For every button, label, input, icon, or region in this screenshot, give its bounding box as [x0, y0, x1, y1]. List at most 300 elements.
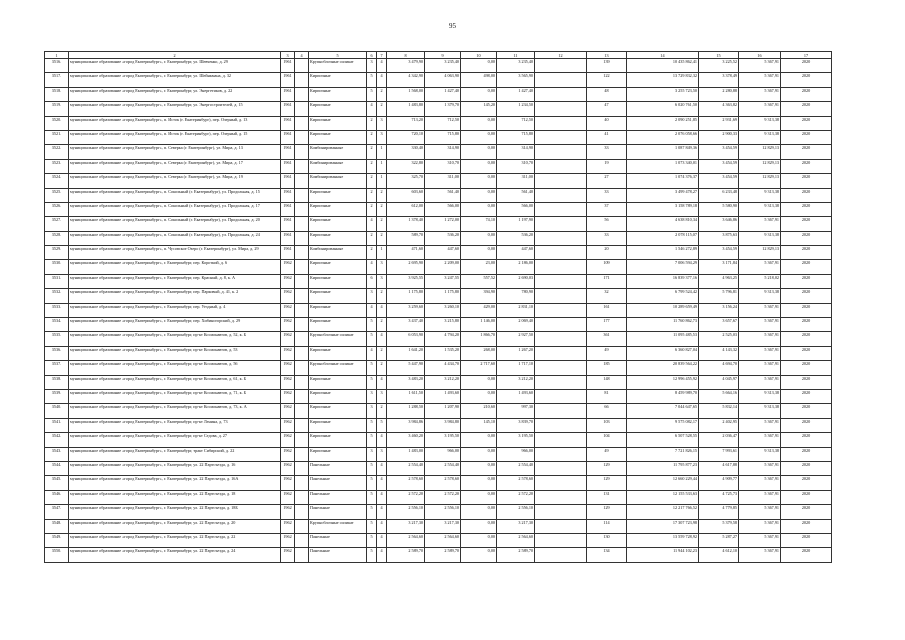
cost-per-sqm: 3 378,49 [699, 73, 739, 87]
entrances: 4 [377, 303, 387, 317]
blank-col-12 [535, 318, 587, 332]
floors: 5 [367, 548, 377, 562]
entrances: 2 [377, 404, 387, 418]
total-area: 1 483,80 [387, 102, 425, 116]
blank-cell [295, 303, 309, 317]
residents: 56 [587, 217, 627, 231]
repair-cost: 12 155 533,63 [627, 490, 699, 504]
blank-col-12 [535, 447, 587, 461]
entrances: 2 [377, 318, 387, 332]
repair-cost: 2 078 115,07 [627, 231, 699, 245]
entrances: 3 [377, 130, 387, 144]
total-area: 3 437,40 [387, 318, 425, 332]
area-non-residential: 0,00 [461, 231, 497, 245]
total-area: 1 641,20 [387, 346, 425, 360]
planned-year: 2020 [781, 519, 832, 533]
wall-material: Крупноблочные силикат [309, 59, 367, 73]
construction-year: 1961 [281, 59, 295, 73]
area-residential-owned: 311,00 [497, 174, 535, 188]
blank-col-12 [535, 116, 587, 130]
blank-cell [295, 519, 309, 533]
max-cost-per-sqm: 12 829,13 [739, 246, 781, 260]
table-row [45, 130, 832, 144]
blank-cell [295, 447, 309, 461]
area-non-residential: 145,10 [461, 418, 497, 432]
wall-material: Комбинированные [309, 246, 367, 260]
wall-material: Кирпичные [309, 188, 367, 202]
construction-year: 1962 [281, 461, 295, 475]
column-number: 12 [535, 52, 587, 59]
row-number: 3542. [45, 433, 69, 447]
planned-year: 2020 [781, 461, 832, 475]
repair-cost: 9 575 082,17 [627, 418, 699, 432]
column-number: 8 [387, 52, 425, 59]
cost-per-sqm: 5 580,90 [699, 202, 739, 216]
table-row [45, 332, 832, 346]
entrances: 4 [377, 433, 387, 447]
total-area: 4 342,90 [387, 73, 425, 87]
blank-col-12 [535, 461, 587, 475]
row-number: 3529. [45, 246, 69, 260]
row-number: 3548. [45, 519, 69, 533]
max-cost-per-sqm: 9 313,38 [739, 389, 781, 403]
planned-year: 2020 [781, 533, 832, 547]
residents: 114 [587, 519, 627, 533]
wall-material: Кирпичные [309, 217, 367, 231]
max-cost-per-sqm: 5 367,91 [739, 375, 781, 389]
residents: 139 [587, 59, 627, 73]
address: муниципальное образование «город Екатеринбург», п. Исток (г. Екатеринбург), пер. Озерный, д. 13 [69, 116, 281, 130]
row-number: 3538. [45, 375, 69, 389]
area-residential-owned: 310,70 [497, 159, 535, 173]
wall-material: Панельные [309, 461, 367, 475]
construction-year: 1962 [281, 346, 295, 360]
entrances: 4 [377, 519, 387, 533]
wall-material: Кирпичные [309, 116, 367, 130]
cost-per-sqm: 7 993,61 [699, 447, 739, 461]
total-area: 471,60 [387, 246, 425, 260]
cost-per-sqm: 4 779,85 [699, 505, 739, 519]
row-number: 3550. [45, 548, 69, 562]
page-number: 95 [449, 22, 456, 30]
cost-per-sqm: 3 646,86 [699, 217, 739, 231]
residents: 361 [587, 332, 627, 346]
column-number: 11 [497, 52, 535, 59]
row-number: 3536. [45, 346, 69, 360]
entrances: 4 [377, 461, 387, 475]
living-area: 1 379,70 [425, 102, 461, 116]
planned-year: 2020 [781, 102, 832, 116]
cost-per-sqm: 3 454,59 [699, 159, 739, 173]
cost-per-sqm: 3 454,59 [699, 246, 739, 260]
living-area: 447,60 [425, 246, 461, 260]
construction-year: 1961 [281, 87, 295, 101]
repair-cost: 2 076 058,66 [627, 130, 699, 144]
wall-material: Кирпичные [309, 102, 367, 116]
address: муниципальное образование «город Екатеринбург», п. Сокольный (г. Екатеринбург), ул. Продольная, д. 24 [69, 231, 281, 245]
row-number: 3541. [45, 418, 69, 432]
address: муниципальное образование «город Екатеринбург», г. Екатеринбург, ул. Шейнкмана, д. 32 [69, 73, 281, 87]
table-row [45, 533, 832, 547]
row-number: 3518. [45, 87, 69, 101]
area-residential-owned: 712,50 [497, 116, 535, 130]
address: муниципальное образование «город Екатеринбург», г. Екатеринбург, ул. Энергостроителей, д. 15 [69, 102, 281, 116]
entrances: 3 [377, 260, 387, 274]
area-residential-owned: 314,90 [497, 145, 535, 159]
table-row [45, 548, 832, 562]
cost-per-sqm: 4 694,70 [699, 361, 739, 375]
cost-per-sqm: 5 287,27 [699, 533, 739, 547]
total-area: 3 479,90 [387, 59, 425, 73]
living-area: 2 564,60 [425, 533, 461, 547]
row-number: 3524. [45, 174, 69, 188]
row-number: 3521. [45, 130, 69, 144]
cost-per-sqm: 2 900,33 [699, 130, 739, 144]
area-non-residential: 0,00 [461, 389, 497, 403]
cost-per-sqm: 2 931,69 [699, 116, 739, 130]
entrances: 3 [377, 389, 387, 403]
area-non-residential: 0,00 [461, 519, 497, 533]
residents: 134 [587, 548, 627, 562]
area-non-residential: 23,00 [461, 260, 497, 274]
entrances: 4 [377, 332, 387, 346]
blank-cell [295, 490, 309, 504]
repair-cost: 16 839 377,16 [627, 274, 699, 288]
construction-year: 1962 [281, 519, 295, 533]
housing-register-table [44, 51, 832, 563]
planned-year: 2020 [781, 346, 832, 360]
floors: 2 [367, 145, 377, 159]
residents: 47 [587, 102, 627, 116]
planned-year: 2020 [781, 188, 832, 202]
row-number: 3531. [45, 274, 69, 288]
area-non-residential: 394,90 [461, 289, 497, 303]
blank-cell [295, 346, 309, 360]
max-cost-per-sqm: 5 367,91 [739, 260, 781, 274]
area-non-residential: 498,00 [461, 73, 497, 87]
area-residential-owned: 2 589,70 [497, 548, 535, 562]
address: муниципальное образование «город Екатеринбург», г. Екатеринбург, пер. Короткий, д. 6 [69, 260, 281, 274]
planned-year: 2020 [781, 490, 832, 504]
entrances: 2 [377, 202, 387, 216]
repair-cost: 11 095 485,53 [627, 332, 699, 346]
blank-col-12 [535, 346, 587, 360]
blank-cell [295, 145, 309, 159]
max-cost-per-sqm: 9 313,38 [739, 116, 781, 130]
cost-per-sqm: 4 045,97 [699, 375, 739, 389]
cost-per-sqm: 2 402,95 [699, 418, 739, 432]
construction-year: 1961 [281, 246, 295, 260]
row-number: 3528. [45, 231, 69, 245]
area-residential-owned: 1 234,50 [497, 102, 535, 116]
cost-per-sqm: 3 454,59 [699, 174, 739, 188]
total-area: 3 984,86 [387, 418, 425, 432]
area-non-residential: 210,60 [461, 404, 497, 418]
area-non-residential: 0,00 [461, 548, 497, 562]
entrances: 2 [377, 346, 387, 360]
blank-col-12 [535, 533, 587, 547]
wall-material: Комбинированные [309, 174, 367, 188]
wall-material: Комбинированные [309, 145, 367, 159]
total-area: 330,40 [387, 145, 425, 159]
area-residential-owned: 715,80 [497, 130, 535, 144]
planned-year: 2020 [781, 159, 832, 173]
column-number: 1 [45, 52, 69, 59]
row-number: 3532. [45, 289, 69, 303]
blank-cell [295, 174, 309, 188]
column-number: 7 [377, 52, 387, 59]
table-row [45, 289, 832, 303]
max-cost-per-sqm: 5 367,91 [739, 361, 781, 375]
address: муниципальное образование «город Екатеринбург», г. Екатеринбург, ул. 22 Партсъезда, д. 18 [69, 490, 281, 504]
blank-cell [295, 73, 309, 87]
area-non-residential: 145,20 [461, 102, 497, 116]
max-cost-per-sqm: 9 313,38 [739, 202, 781, 216]
max-cost-per-sqm: 5 367,91 [739, 318, 781, 332]
total-area: 3 259,60 [387, 303, 425, 317]
living-area: 4 063,90 [425, 73, 461, 87]
construction-year: 1962 [281, 303, 295, 317]
total-area: 2 695,90 [387, 260, 425, 274]
table-row [45, 389, 832, 403]
wall-material: Кирпичные [309, 433, 367, 447]
residents: 131 [587, 490, 627, 504]
construction-year: 1962 [281, 433, 295, 447]
blank-cell [295, 548, 309, 562]
address: муниципальное образование «город Екатеринбург», г. Екатеринбург, ул. 22 Партсъезда, д. 18Б [69, 505, 281, 519]
residents: 185 [587, 361, 627, 375]
construction-year: 1962 [281, 447, 295, 461]
area-non-residential: 0,00 [461, 433, 497, 447]
column-number-row [45, 52, 832, 59]
total-area: 589,70 [387, 231, 425, 245]
floors: 4 [367, 303, 377, 317]
total-area: 322,80 [387, 159, 425, 173]
living-area: 2 589,70 [425, 548, 461, 562]
wall-material: Кирпичные [309, 389, 367, 403]
address: муниципальное образование «город Екатеринбург», г. Екатеринбург, пр-кт Ленина, д. 73 [69, 418, 281, 432]
wall-material: Кирпичные [309, 130, 367, 144]
max-cost-per-sqm: 5 367,91 [739, 87, 781, 101]
area-residential-owned: 2 069,40 [497, 318, 535, 332]
wall-material: Кирпичные [309, 346, 367, 360]
wall-material: Кирпичные [309, 404, 367, 418]
total-area: 720,10 [387, 130, 425, 144]
blank-col-12 [535, 418, 587, 432]
area-residential-owned: 566,00 [497, 202, 535, 216]
floors: 5 [367, 433, 377, 447]
living-area: 1 207,90 [425, 404, 461, 418]
floors: 4 [367, 260, 377, 274]
column-number: 13 [587, 52, 627, 59]
cost-per-sqm: 2 036,47 [699, 433, 739, 447]
blank-col-12 [535, 130, 587, 144]
living-area: 311,00 [425, 174, 461, 188]
planned-year: 2020 [781, 87, 832, 101]
area-residential-owned: 3 235,40 [497, 59, 535, 73]
table-row [45, 102, 832, 116]
blank-cell [295, 59, 309, 73]
max-cost-per-sqm: 5 367,91 [739, 533, 781, 547]
cost-per-sqm: 5 796,81 [699, 289, 739, 303]
area-residential-owned: 1 717,10 [497, 361, 535, 375]
total-area: 2 556,10 [387, 505, 425, 519]
residents: 49 [587, 447, 627, 461]
area-residential-owned: 3 195,50 [497, 433, 535, 447]
living-area: 2 578,60 [425, 476, 461, 490]
area-residential-owned: 536,20 [497, 231, 535, 245]
total-area: 603,60 [387, 188, 425, 202]
floors: 3 [367, 59, 377, 73]
repair-cost: 2 090 251,85 [627, 116, 699, 130]
construction-year: 1962 [281, 375, 295, 389]
table-row [45, 461, 832, 475]
max-cost-per-sqm: 5 367,91 [739, 433, 781, 447]
blank-cell [295, 505, 309, 519]
row-number: 3519. [45, 102, 69, 116]
construction-year: 1962 [281, 533, 295, 547]
entrances: 4 [377, 505, 387, 519]
wall-material: Кирпичные [309, 87, 367, 101]
row-number: 3534. [45, 318, 69, 332]
cost-per-sqm: 4 617,88 [699, 461, 739, 475]
entrances: 1 [377, 174, 387, 188]
floors: 5 [367, 533, 377, 547]
area-non-residential: 0,00 [461, 533, 497, 547]
blank-col-12 [535, 361, 587, 375]
cost-per-sqm: 2 280,88 [699, 87, 739, 101]
row-number: 3527. [45, 217, 69, 231]
wall-material: Кирпичные [309, 231, 367, 245]
address: муниципальное образование «город Екатеринбург», г. Екатеринбург, пр-кт Космонавтов, д. 52, к. Б [69, 332, 281, 346]
max-cost-per-sqm: 5 367,91 [739, 59, 781, 73]
total-area: 6 053,90 [387, 332, 425, 346]
living-area: 3 235,40 [425, 59, 461, 73]
row-number: 3525. [45, 188, 69, 202]
table-row [45, 159, 832, 173]
floors: 4 [367, 217, 377, 231]
row-number: 3547. [45, 505, 69, 519]
entrances: 2 [377, 217, 387, 231]
residents: 109 [587, 260, 627, 274]
entrances: 5 [377, 418, 387, 432]
residents: 19 [587, 159, 627, 173]
planned-year: 2020 [781, 361, 832, 375]
row-number: 3546. [45, 490, 69, 504]
blank-col-12 [535, 87, 587, 101]
wall-material: Панельные [309, 476, 367, 490]
residents: 122 [587, 73, 627, 87]
table-row [45, 433, 832, 447]
address: муниципальное образование «город Екатеринбург», г. Екатеринбург, пер. Уездный, д. 4 [69, 303, 281, 317]
planned-year: 2020 [781, 231, 832, 245]
column-number: 9 [425, 52, 461, 59]
address: муниципальное образование «город Екатеринбург», г. Екатеринбург, тракт Сибирский, д. 22 [69, 447, 281, 461]
entrances: 4 [377, 476, 387, 490]
residents: 27 [587, 174, 627, 188]
table-row [45, 318, 832, 332]
address: муниципальное образование «город Екатеринбург», п. Северка (г. Екатеринбург), ул. Мира, д. 19 [69, 174, 281, 188]
blank-cell [295, 231, 309, 245]
residents: 161 [587, 303, 627, 317]
blank-cell [295, 159, 309, 173]
address: муниципальное образование «город Екатеринбург», г. Екатеринбург, ул. 22 Партсъезда, д. 20 [69, 519, 281, 533]
floors: 5 [367, 361, 377, 375]
wall-material: Кирпичные [309, 375, 367, 389]
repair-cost: 7 044 647,65 [627, 404, 699, 418]
wall-material: Панельные [309, 505, 367, 519]
construction-year: 1962 [281, 548, 295, 562]
area-residential-owned: 2 554,40 [497, 461, 535, 475]
area-residential-owned: 2 927,50 [497, 332, 535, 346]
construction-year: 1961 [281, 174, 295, 188]
cost-per-sqm: 3 171,84 [699, 260, 739, 274]
entrances: 2 [377, 231, 387, 245]
table-row [45, 202, 832, 216]
planned-year: 2020 [781, 505, 832, 519]
entrances: 3 [377, 274, 387, 288]
blank-cell [295, 87, 309, 101]
table-row [45, 447, 832, 461]
living-area: 712,50 [425, 116, 461, 130]
area-non-residential: 2 717,60 [461, 361, 497, 375]
living-area: 314,90 [425, 145, 461, 159]
entrances: 2 [377, 361, 387, 375]
table-row [45, 519, 832, 533]
residents: 148 [587, 375, 627, 389]
area-non-residential: 0,00 [461, 130, 497, 144]
blank-col-12 [535, 433, 587, 447]
construction-year: 1961 [281, 116, 295, 130]
wall-material: Кирпичные [309, 274, 367, 288]
entrances: 2 [377, 289, 387, 303]
wall-material: Кирпичные [309, 260, 367, 274]
table-row [45, 59, 832, 73]
area-non-residential: 268,00 [461, 346, 497, 360]
max-cost-per-sqm: 5 367,91 [739, 303, 781, 317]
max-cost-per-sqm: 5 367,91 [739, 490, 781, 504]
repair-cost: 11 760 862,73 [627, 318, 699, 332]
construction-year: 1962 [281, 289, 295, 303]
area-non-residential: 0,00 [461, 246, 497, 260]
residents: 104 [587, 433, 627, 447]
blank-col-12 [535, 59, 587, 73]
entrances: 1 [377, 159, 387, 173]
construction-year: 1962 [281, 274, 295, 288]
row-number: 3520. [45, 116, 69, 130]
floors: 5 [367, 73, 377, 87]
cost-per-sqm: 3 225,52 [699, 59, 739, 73]
table-row [45, 174, 832, 188]
floors: 4 [367, 346, 377, 360]
living-area: 1 493,60 [425, 389, 461, 403]
floors: 2 [367, 159, 377, 173]
wall-material: Крупноблочные силикат [309, 332, 367, 346]
entrances: 4 [377, 59, 387, 73]
address: муниципальное образование «город Екатеринбург», п. Северка (г. Екатеринбург), ул. Мира, д. 13 [69, 145, 281, 159]
repair-cost: 7 006 594,29 [627, 260, 699, 274]
entrances: 3 [377, 116, 387, 130]
blank-col-12 [535, 375, 587, 389]
table-row [45, 476, 832, 490]
max-cost-per-sqm: 12 829,13 [739, 174, 781, 188]
living-area: 1 272,00 [425, 217, 461, 231]
area-residential-owned: 1 267,20 [497, 346, 535, 360]
residents: 103 [587, 418, 627, 432]
wall-material: Панельные [309, 548, 367, 562]
repair-cost: 20 839 564,22 [627, 361, 699, 375]
row-number: 3537. [45, 361, 69, 375]
